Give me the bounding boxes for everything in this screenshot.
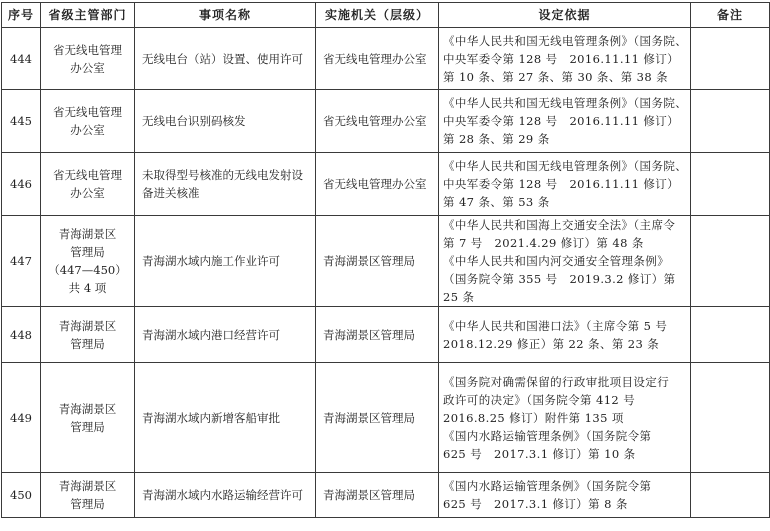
- basis-line: 《国内水路运输管理条例》（国务院令第: [443, 479, 652, 493]
- item-line: 青海湖水域内施工作业许可: [142, 254, 280, 268]
- row-number: 444: [2, 28, 41, 90]
- table-row: [2, 153, 770, 216]
- basis-line: 第 28 条、第 29 条: [443, 132, 550, 146]
- basis-line: 《中华人民共和国无线电管理条例》（国务院、: [443, 159, 688, 173]
- basis-line: 《中华人民共和国无线电管理条例》（国务院、: [443, 96, 688, 110]
- row-basis: [439, 216, 691, 307]
- row-item: [135, 473, 316, 518]
- header-basis: 设定依据: [439, 3, 691, 28]
- basis-line: 中央军委令第 128 号 2016.11.11 修订）: [443, 114, 680, 128]
- dept-line: 青海湖景区: [58, 227, 117, 241]
- dept-line: 青海湖景区: [58, 401, 117, 416]
- row-number: 449: [2, 363, 41, 473]
- header-item: 事项名称: [135, 3, 316, 28]
- basis-line: 第 7 号 2021.4.29 修订）第 48 条: [443, 236, 644, 250]
- basis-line: 政许可的决定》（国务院令第 412 号: [443, 392, 636, 407]
- row-note: [691, 153, 770, 216]
- dept-line: 管理局: [70, 336, 105, 351]
- row-org: 青海湖景区管理局: [316, 473, 439, 518]
- table-row: [2, 307, 770, 363]
- row-dept: [41, 307, 135, 363]
- row-note: [691, 216, 770, 307]
- basis-line: 625 号 2017.3.1 修订）第 8 条: [443, 497, 628, 511]
- row-dept: [41, 153, 135, 216]
- dept-line: 管理局: [70, 419, 105, 434]
- item-line: 青海湖水域内水路运输经营许可: [142, 488, 303, 502]
- row-basis: [439, 90, 691, 153]
- dept-line: 管理局: [70, 497, 105, 511]
- row-basis: [439, 153, 691, 216]
- item-line: 青海湖水域内新增客船审批: [142, 410, 280, 425]
- basis-line: 2016.8.25 修订）附件第 135 项: [443, 410, 624, 425]
- row-item: [135, 28, 316, 90]
- dept-line: 办公室: [70, 60, 105, 75]
- row-org: 省无线电管理办公室: [316, 90, 439, 153]
- basis-line: 《中华人民共和国海上交通安全法》（主席令: [443, 218, 676, 232]
- row-org: 省无线电管理办公室: [316, 28, 439, 90]
- table-row: [2, 90, 770, 153]
- basis-line: 《中华人民共和国无线电管理条例》（国务院、: [443, 33, 688, 48]
- row-note: [691, 90, 770, 153]
- basis-line: 2018.12.29 修正）第 22 条、第 23 条: [443, 336, 660, 351]
- row-number: 447: [2, 216, 41, 307]
- item-line: 未取得型号核准的无线电发射设: [142, 168, 303, 182]
- dept-line: 管理局: [70, 245, 105, 259]
- basis-line: 中央军委令第 128 号 2016.11.11 修订）: [443, 177, 680, 191]
- row-note: [691, 307, 770, 363]
- row-item: [135, 363, 316, 473]
- dept-line: 省无线电管理: [53, 105, 122, 119]
- header-note: 备注: [691, 3, 770, 28]
- dept-line: （447—450）: [48, 263, 127, 277]
- table-row: [2, 363, 770, 473]
- header-row: [2, 3, 770, 28]
- dept-line: 办公室: [70, 186, 105, 200]
- row-item: [135, 90, 316, 153]
- permit-table: [1, 2, 770, 518]
- row-item: [135, 153, 316, 216]
- row-item: [135, 307, 316, 363]
- basis-line: 《国内水路运输管理条例》（国务院令第: [443, 428, 652, 443]
- table-row: [2, 216, 770, 307]
- basis-line: 第 47 条、第 53 条: [443, 195, 550, 209]
- dept-line: 省无线电管理: [53, 42, 122, 57]
- header-dept: 省级主管部门: [41, 3, 135, 28]
- item-line: 无线电台识别码核发: [142, 114, 246, 128]
- dept-line: 青海湖景区: [58, 318, 117, 333]
- row-number: 450: [2, 473, 41, 518]
- basis-line: 《中华人民共和国内河交通安全管理条例》: [443, 254, 670, 268]
- row-note: [691, 363, 770, 473]
- dept-line: 青海湖景区: [58, 479, 117, 493]
- basis-line: 625 号 2017.3.1 修订）第 10 条: [443, 446, 636, 461]
- dept-line: 省无线电管理: [53, 168, 122, 182]
- basis-line: （国务院令第 355 号 2019.3.2 修订）第: [443, 272, 676, 286]
- basis-line: 《中华人民共和国港口法》（主席令第 5 号: [443, 318, 668, 333]
- row-basis: [439, 307, 691, 363]
- row-number: 446: [2, 153, 41, 216]
- item-line: 无线电台（站）设置、使用许可: [142, 51, 303, 66]
- item-line: 青海湖水域内港口经营许可: [142, 327, 280, 342]
- row-dept: [41, 28, 135, 90]
- row-basis: [439, 28, 691, 90]
- row-dept: [41, 216, 135, 307]
- row-org: 青海湖景区管理局: [316, 216, 439, 307]
- basis-line: 《国务院对确需保留的行政审批项目设定行: [443, 374, 670, 389]
- row-org: 青海湖景区管理局: [316, 363, 439, 473]
- row-number: 448: [2, 307, 41, 363]
- row-dept: [41, 363, 135, 473]
- row-basis: [439, 473, 691, 518]
- row-basis: [439, 363, 691, 473]
- header-no: 序号: [2, 3, 41, 28]
- basis-line: 中央军委令第 128 号 2016.11.11 修订）: [443, 51, 680, 66]
- row-note: [691, 473, 770, 518]
- row-note: [691, 28, 770, 90]
- item-line: 备进关核准: [142, 186, 200, 200]
- row-dept: [41, 473, 135, 518]
- row-org: 青海湖景区管理局: [316, 307, 439, 363]
- table-row: [2, 473, 770, 518]
- header-org: 实施机关（层级）: [316, 3, 439, 28]
- basis-line: 第 10 条、第 27 条、第 30 条、第 38 条: [443, 69, 669, 84]
- row-dept: [41, 90, 135, 153]
- table-row: [2, 28, 770, 90]
- row-number: 445: [2, 90, 41, 153]
- basis-line: 25 条: [443, 290, 475, 304]
- row-org: 省无线电管理办公室: [316, 153, 439, 216]
- row-item: [135, 216, 316, 307]
- dept-line: 办公室: [70, 123, 105, 137]
- dept-line: 共 4 项: [68, 281, 107, 295]
